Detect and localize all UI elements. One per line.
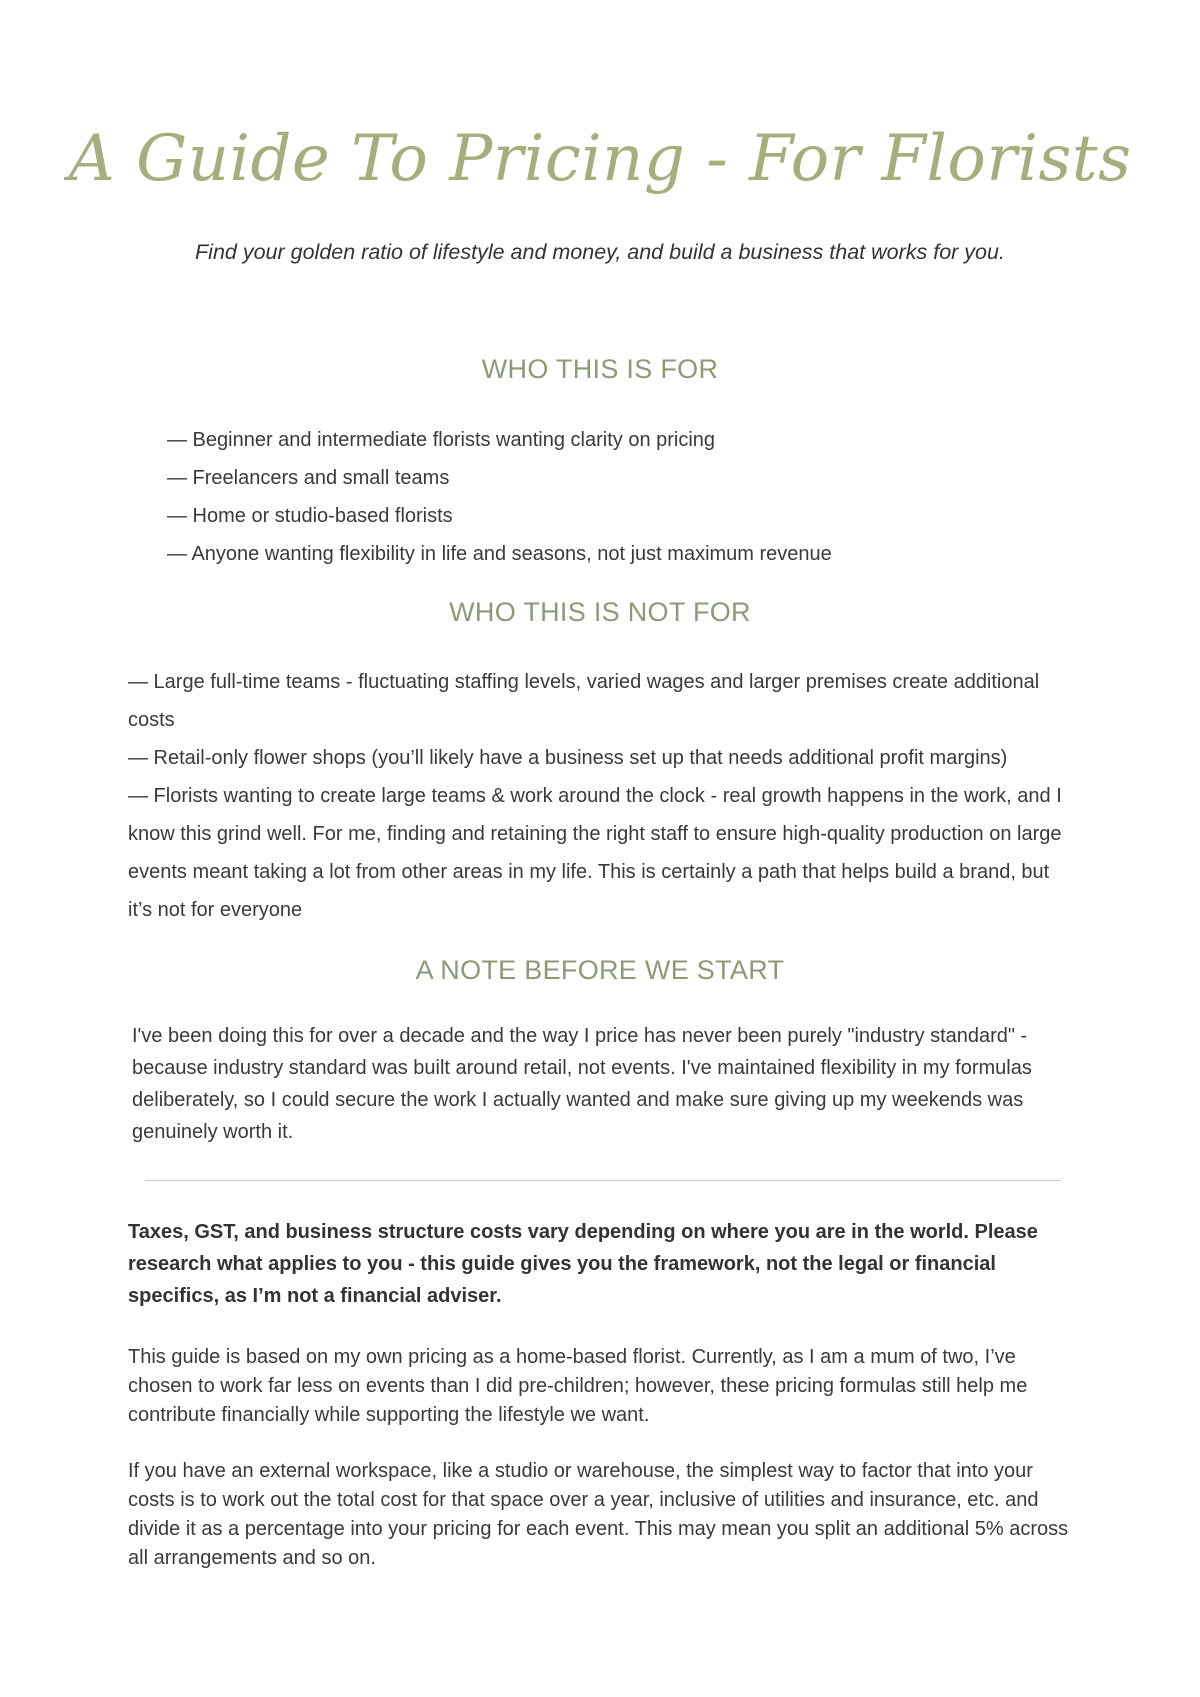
body-paragraph: This guide is based on my own pricing as a home-based florist. Currently, as I am a mum of two, I’ve chosen to work far less on events than I did pre-children; however, these pricing formulas still help me contribute financially while supporting the lifestyle we want. bbox=[128, 1346, 1028, 1426]
section-heading-note: A NOTE BEFORE WE START bbox=[415, 955, 785, 985]
who-not-for-list bbox=[128, 663, 1078, 929]
who-for-list bbox=[167, 421, 1127, 573]
section-heading-who-for: WHO THIS IS FOR bbox=[481, 354, 719, 384]
disclaimer-text: Taxes, GST, and business structure costs vary depending on where you are in the world. Please research what applies to you - this guide gives you the framework, not the legal or financial specifics, as I’m not a financial adviser. bbox=[128, 1221, 1038, 1307]
section-heading-who-not-for: WHO THIS IS NOT FOR bbox=[449, 597, 751, 627]
note-body: I've been doing this for over a decade and the way I price has never been purely "industry standard" - because industry standard was built around retail, not events. I've maintained flexibility in my formulas deliberately, so I could secure the work I actually wanted and make sure giving up my weekends was genuinely worth it. bbox=[132, 1025, 1032, 1143]
section-divider bbox=[145, 1180, 1061, 1181]
list-item: — Large full-time teams - fluctuating staffing levels, varied wages and larger premises create additional costs bbox=[128, 671, 1040, 731]
list-item: — Beginner and intermediate florists wanting clarity on pricing bbox=[167, 429, 716, 451]
list-item: — Retail-only flower shops (you’ll likely have a business set up that needs additional profit margins) bbox=[128, 747, 1008, 769]
document-title: A Guide To Pricing - For Florists bbox=[68, 122, 1132, 196]
list-item: — Home or studio-based florists bbox=[167, 505, 453, 527]
list-item: — Freelancers and small teams bbox=[167, 467, 450, 489]
list-item: — Florists wanting to create large teams & work around the clock - real growth happens in the work, and I know this grind well. For me, finding and retaining the right staff to ensure high-quality production on large events meant taking a lot from other areas in my life. This is certainly a path that helps build a brand, but it’s not for everyone bbox=[128, 785, 1062, 921]
list-item: — Anyone wanting flexibility in life and seasons, not just maximum revenue bbox=[167, 543, 832, 565]
body-paragraph: If you have an external workspace, like a studio or warehouse, the simplest way to factor that into your costs is to work out the total cost for that space over a year, inclusive of utilities and insurance, etc. and divide it as a percentage into your pricing for each event. This may mean you split an additional 5% across all arrangements and so on. bbox=[128, 1460, 1069, 1569]
document-subtitle: Find your golden ratio of lifestyle and money, and build a business that works for you. bbox=[195, 240, 1005, 264]
